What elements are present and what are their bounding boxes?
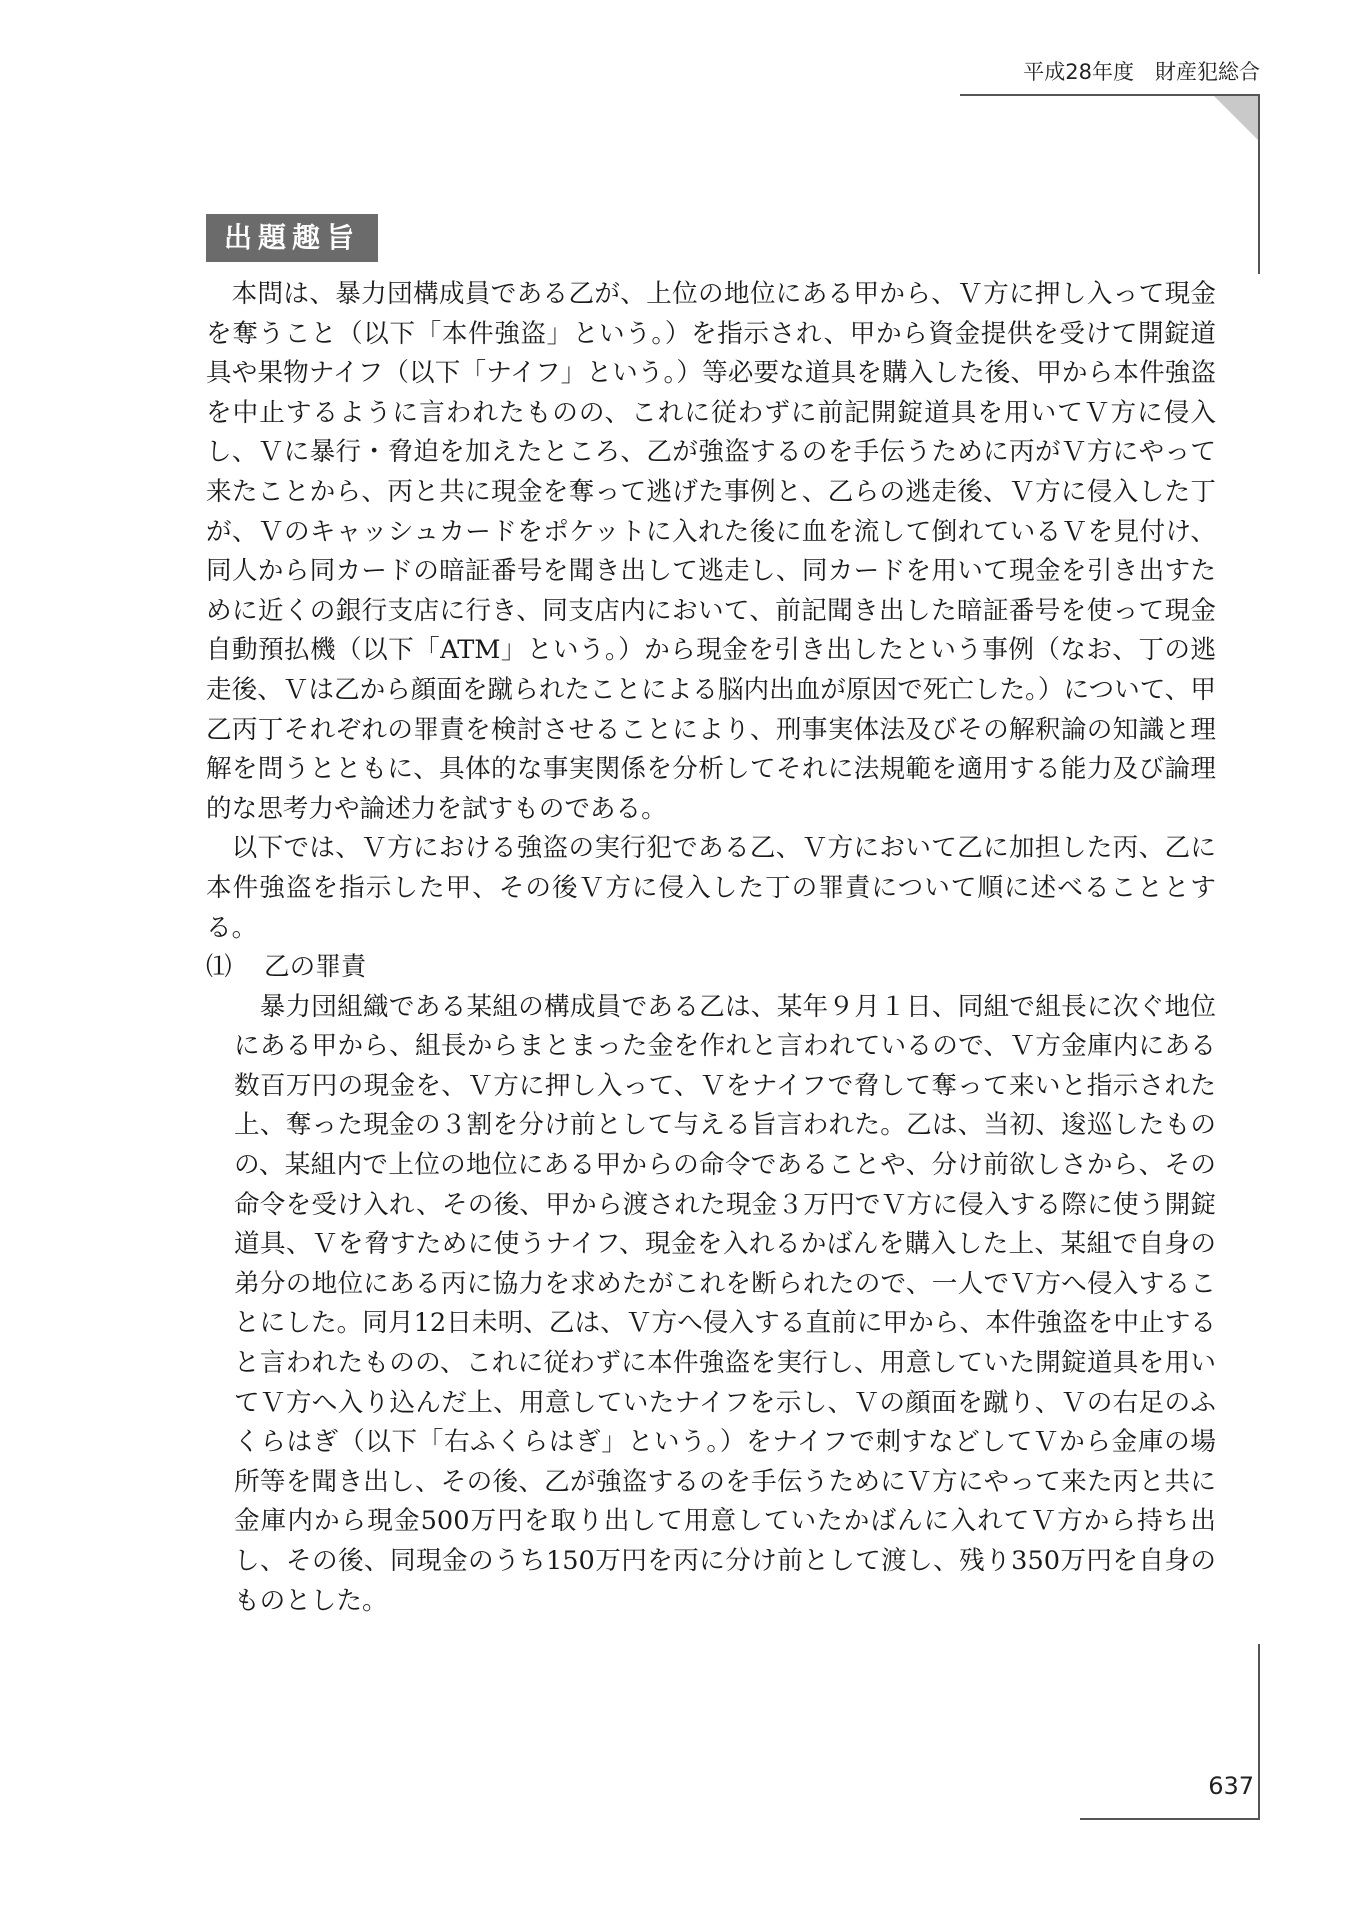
- running-header-title: 平成28年度 財産犯総合: [1023, 60, 1260, 84]
- section-label: 出題趣旨: [206, 214, 378, 262]
- page-number: 637: [1208, 1772, 1254, 1800]
- main-text: [206, 275, 1216, 1621]
- subsection-number: ⑴: [206, 952, 232, 983]
- subsection-paragraph: 暴力団組織である某組の構成員である乙は、某年９月１日、同組で組長に次ぐ地位にある甲から、組長からまとまった金を作れと言われているので、Ｖ方金庫内にある数百万円の現金を、Ｖ方に押し入って、Ｖをナイフで脅して奪って来いと指示された上、奪った現金の３割を分け前として与える旨言われた。乙は、当初、逡巡したものの、某組内で上位の地位にある甲からの命令であることや、分け前欲しさから、その命令を受け入れ、その後、甲から渡された現金３万円でＶ方に侵入する際に使う開錠道具、Ｖを脅すために使うナイフ、現金を入れるかばんを購入した上、某組で自身の弟分の地位にある丙に協力を求めたがこれを断られたので、一人でＶ方へ侵入することにした。同月12日未明、乙は、Ｖ方へ侵入する直前に甲から、本件強盗を中止すると言われたものの、これに従わずに本件強盗を実行し、用意していた開錠道具を用いてＶ方へ入り込んだ上、用意していたナイフを示し、Ｖの顔面を蹴り、Ｖの右足のふくらはぎ（以下「右ふくらはぎ」という。）をナイフで刺すなどしてＶから金庫の場所等を聞き出し、その後、乙が強盗するのを手伝うためにＶ方にやって来た丙と共に金庫内から現金500万円を取り出して用意していたかばんに入れてＶ方から持ち出し、その後、同現金のうち150万円を丙に分け前として渡し、残り350万円を自身のものとした。: [234, 991, 1216, 1616]
- subsection-heading: [206, 948, 1216, 988]
- edge-rule-bottom: [1258, 1644, 1260, 1820]
- footer-rule: [1080, 1818, 1260, 1820]
- paragraph: 以下では、Ｖ方における強盗の実行犯である乙、Ｖ方において乙に加担した丙、乙に本件強盗を指示した甲、その後Ｖ方に侵入した丁の罪責について順に述べることとする。: [206, 833, 1216, 943]
- edge-rule-top: [1258, 96, 1260, 274]
- paragraph: 本問は、暴力団構成員である乙が、上位の地位にある甲から、Ｖ方に押し入って現金を奪うこと（以下「本件強盗」という。）を指示され、甲から資金提供を受けて開錠道具や果物ナイフ（以下「ナイフ」という。）等必要な道具を購入した後、甲から本件強盗を中止するように言われたものの、これに従わずに前記開錠道具を用いてＶ方に侵入し、Ｖに暴行・脅迫を加えたところ、乙が強盗するのを手伝うために丙がＶ方にやって来たことから、丙と共に現金を奪って逃げた事例と、乙らの逃走後、Ｖ方に侵入した丁が、Ｖのキャッシュカードをポケットに入れた後に血を流して倒れているＶを見付け、同人から同カードの暗証番号を聞き出して逃走し、同カードを用いて現金を引き出すために近くの銀行支店に行き、同支店内において、前記聞き出した暗証番号を使って現金自動預払機（以下「ATM」という。）から現金を引き出したという事例（なお、丁の逃走後、Ｖは乙から顔面を蹴られたことによる脳内出血が原因で死亡した。）について、甲乙丙丁それぞれの罪責を検討させることにより、刑事実体法及びその解釈論の知識と理解を問うとともに、具体的な事実関係を分析してそれに法規範を適用する能力及び論理的な思考力や論述力を試すものである。: [206, 279, 1216, 824]
- corner-fold-decoration: [1214, 96, 1260, 142]
- subsection-title: 乙の罪責: [264, 952, 367, 983]
